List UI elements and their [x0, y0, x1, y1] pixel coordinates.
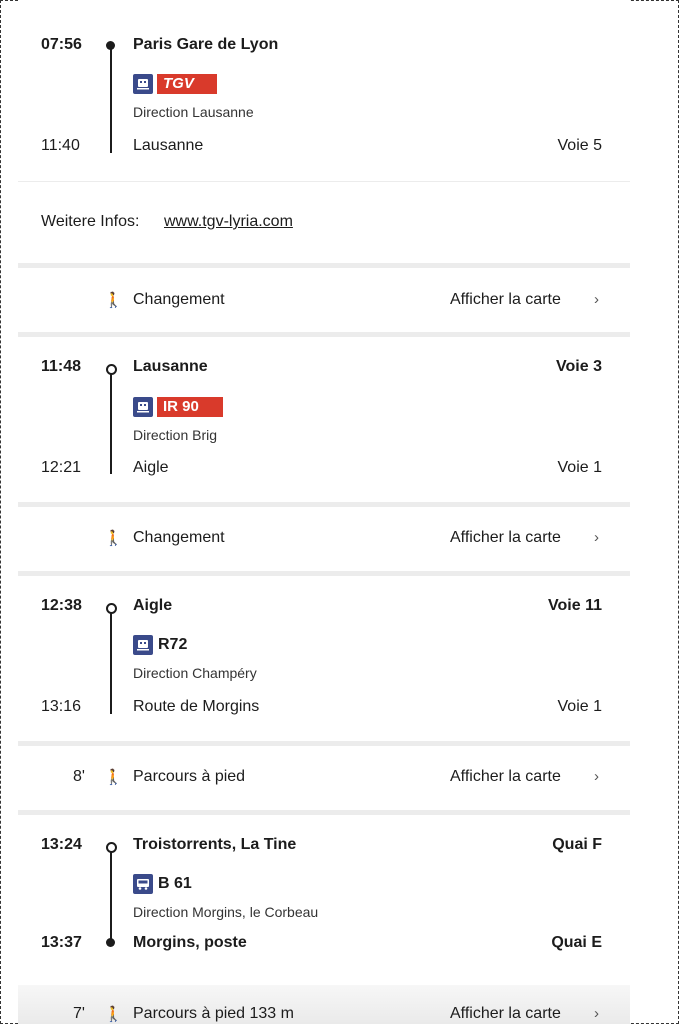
direction-text: Direction Champéry: [133, 665, 257, 681]
arrival-stop: Aigle: [133, 459, 169, 476]
departure-time: 13:24: [41, 836, 82, 853]
departure-time: 11:48: [41, 358, 82, 375]
departure-stop: Aigle: [133, 597, 173, 614]
timeline-line: [110, 852, 112, 940]
direction-text: Direction Lausanne: [133, 104, 254, 120]
departure-stop: Troistorrents, La Tine: [133, 836, 297, 853]
departure-platform: Voie 11: [548, 597, 602, 614]
arrival-platform: Voie 5: [557, 137, 602, 154]
show-map-link[interactable]: Afficher la carte: [450, 768, 561, 785]
direction-text: Direction Brig: [133, 427, 218, 443]
divider: [18, 332, 630, 337]
pedestrian-icon: 🚶: [104, 292, 123, 309]
transfer-label: Changement: [133, 529, 225, 546]
info-link[interactable]: www.tgv-lyria.com: [164, 213, 293, 230]
bus-icon: [133, 874, 153, 894]
divider: [18, 181, 630, 182]
chevron-right-icon[interactable]: ›: [594, 529, 599, 546]
walk-duration: 8': [73, 768, 85, 785]
divider: [18, 263, 630, 268]
departure-time: 07:56: [41, 36, 82, 53]
arrival-time: 11:40: [41, 137, 80, 154]
info-label: Weitere Infos:: [41, 213, 140, 230]
product-badge-tgv: TGV: [157, 74, 217, 94]
arrival-stop: Route de Morgins: [133, 698, 260, 715]
divider: [18, 810, 630, 815]
product-label: B 61: [158, 875, 192, 892]
walk-duration: 7': [73, 1005, 85, 1022]
arrival-stop: Lausanne: [133, 137, 204, 154]
train-icon: [133, 397, 153, 417]
product-label: R72: [158, 636, 188, 653]
pedestrian-icon: 🚶: [104, 769, 123, 786]
pedestrian-icon: 🚶: [104, 530, 123, 547]
chevron-right-icon[interactable]: ›: [594, 291, 599, 308]
show-map-link[interactable]: Afficher la carte: [450, 529, 561, 546]
departure-time: 12:38: [41, 597, 82, 614]
timeline-end-dot: [106, 938, 115, 947]
arrival-platform: Voie 1: [557, 459, 602, 476]
pedestrian-icon: 🚶: [104, 1006, 123, 1023]
arrival-time: 13:16: [41, 698, 82, 715]
departure-stop: Lausanne: [133, 358, 208, 375]
product-badge-ir: IR 90: [157, 397, 223, 417]
arrival-platform: Voie 1: [557, 698, 602, 715]
transfer-label: Parcours à pied: [133, 768, 246, 785]
train-icon: [133, 635, 153, 655]
divider: [18, 741, 630, 746]
departure-stop: Paris Gare de Lyon: [133, 36, 279, 53]
departure-platform: Voie 3: [556, 358, 602, 375]
transfer-label: Changement: [133, 291, 225, 308]
timeline-line: [110, 46, 112, 153]
direction-text: Direction Morgins, le Corbeau: [133, 904, 319, 920]
timeline-line: [110, 613, 112, 714]
arrival-platform: Quai E: [551, 934, 602, 951]
timeline-line: [110, 374, 112, 474]
divider: [18, 571, 630, 576]
chevron-right-icon[interactable]: ›: [594, 768, 599, 785]
show-map-link[interactable]: Afficher la carte: [450, 1005, 561, 1022]
show-map-link[interactable]: Afficher la carte: [450, 291, 561, 308]
arrival-time: 12:21: [41, 459, 82, 476]
arrival-time: 13:37: [41, 934, 82, 951]
departure-platform: Quai F: [552, 836, 602, 853]
train-icon: [133, 74, 153, 94]
transfer-label: Parcours à pied 133 m: [133, 1005, 294, 1022]
divider: [18, 502, 630, 507]
arrival-stop: Morgins, poste: [133, 934, 247, 951]
chevron-right-icon[interactable]: ›: [594, 1005, 599, 1022]
